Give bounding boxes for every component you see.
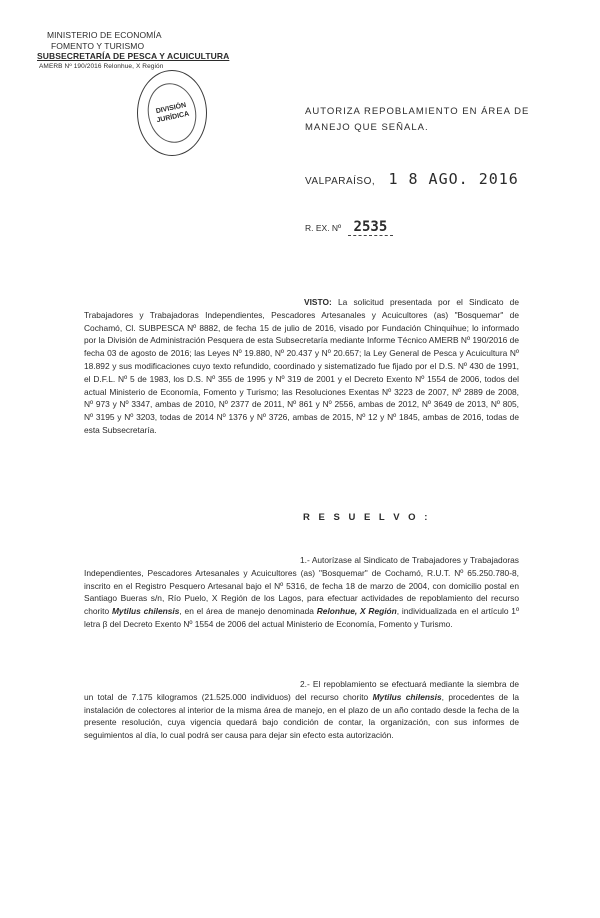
resolution-label: R. EX. Nº: [305, 223, 342, 233]
date-line: [305, 170, 565, 188]
item-2-species: Mytilus chilensis: [372, 691, 442, 702]
item-1-text-b: , en el área de manejo denominada: [179, 606, 317, 617]
item-1-text-c: , individualizada en el artículo 1º letra β del Decreto Exento Nº 1554 de 2006 del actual Ministerio de Economía, Fomento y Turismo.: [84, 606, 519, 629]
date-place: VALPARAÍSO,: [305, 176, 376, 187]
item-2-text-b: , procedentes de la instalación de colectores al interior de la misma área de manejo, en el plazo de un año contado desde la fecha de la presente resolución, cuya vigencia quedará bajo condición de contar, la organización, con sus informes de seguimientos al día, lo cual podrá ser causa para dejar sin efecto esta autorización.: [84, 691, 519, 741]
ministry-subtitle: FOMENTO Y TURISMO: [51, 40, 145, 51]
item-1-number: 1.-: [300, 555, 310, 565]
resolution-number-line: [305, 219, 505, 236]
date-value: 1 8 AGO. 2016: [388, 170, 519, 188]
item-1-text-a: Autorízase al Sindicato de Trabajadores y Trabajadoras Independientes, Pescadores Artesanales y Acuicultores (as) "Bosquemar" de Cochamó, R.U.T. Nº 65.250.780-8, inscrito en el Registro Pesquero Artesanal bajo el Nº 5316, de fecha 18 de marzo de 2004, con domicilio postal en Santiago Bueras s/n, Río Puelo, X Región de los Lagos, para efectuar actividades de repoblamiento del recurso chorito: [84, 555, 519, 617]
document-subject: AUTORIZA REPOBLAMIENTO EN ÁREA DE MANEJO QUE SEÑALA.: [305, 106, 530, 133]
legal-division-seal: [137, 70, 207, 156]
visto-label: VISTO:: [304, 297, 332, 307]
item-1-species: Mytilus chilensis: [111, 606, 180, 617]
item-2-number: 2.-: [300, 679, 310, 689]
letterhead: [37, 30, 237, 72]
resolution-item-1: [84, 554, 519, 631]
resolution-item-2: [84, 678, 519, 742]
undersecretariat-name: SUBSECRETARÍA DE PESCA Y ACUICULTURA: [37, 51, 230, 61]
item-1-area: Relonhue, X Región: [316, 606, 397, 617]
resolution-number: 2535: [348, 219, 394, 236]
ministry-name: MINISTERIO DE ECONOMÍA: [47, 30, 162, 40]
visto-paragraph: [84, 296, 519, 437]
amerb-reference: AMERB Nº 190/2016 Relonhue, X Región: [39, 62, 164, 70]
visto-text: La solicitud presentada por el Sindicato de Trabajadores y Trabajadoras Independientes, Pescadores Artesanales y Acuicultores (as) "Bosquemar" de Cochamó, Cl. SUBPESCA Nº 8882, de fecha 15 de julio de 2016, visado por Fundación Chinquihue; lo informado por la División de Administración Pesquera de esta Subsecretaría mediante Informe Técnico AMERB Nº 190/2016 de fecha 03 de agosto de 2016; las Leyes Nº 19.880, Nº 20.437 y Nº 20.657; la Ley General de Pesca y Acuicultura Nº 18.892 y sus modificaciones cuyo texto refundido, coordinado y sistematizado fue fijado por el D.S. Nº 430 de 1991, el D.F.L. Nº 5 de 1983, los D.S. Nº 355 de 1995 y Nº 319 de 2001 y el Decreto Exento Nº 1554 de 2006, todos del actual Ministerio de Economía, Fomento y Turismo; las Resoluciones Exentas Nº 3223 de 2007, Nº 2889 de 2008, Nº 973 y Nº 3347, ambas de 2010, Nº 2377 de 2011, Nº 861 y Nº 2556, ambas de 2012, Nº 3649 de 2013, Nº 805, Nº 3195 y Nº 3203, todas de 2014 Nº 1376 y Nº 3726, ambas de 2015, Nº 12 y Nº 1845, ambas de 2016, todas de esta Subsecretaría.: [84, 297, 520, 435]
item-2-text-a: El repoblamiento se efectuará mediante la siembra de un total de 7.175 kilogramos (21.525.000 individuos) del recurso chorito: [84, 679, 519, 702]
resuelvo-heading: R E S U E L V O :: [303, 512, 431, 523]
seal-text: DIVISIÓN JURÍDICA: [142, 79, 201, 148]
